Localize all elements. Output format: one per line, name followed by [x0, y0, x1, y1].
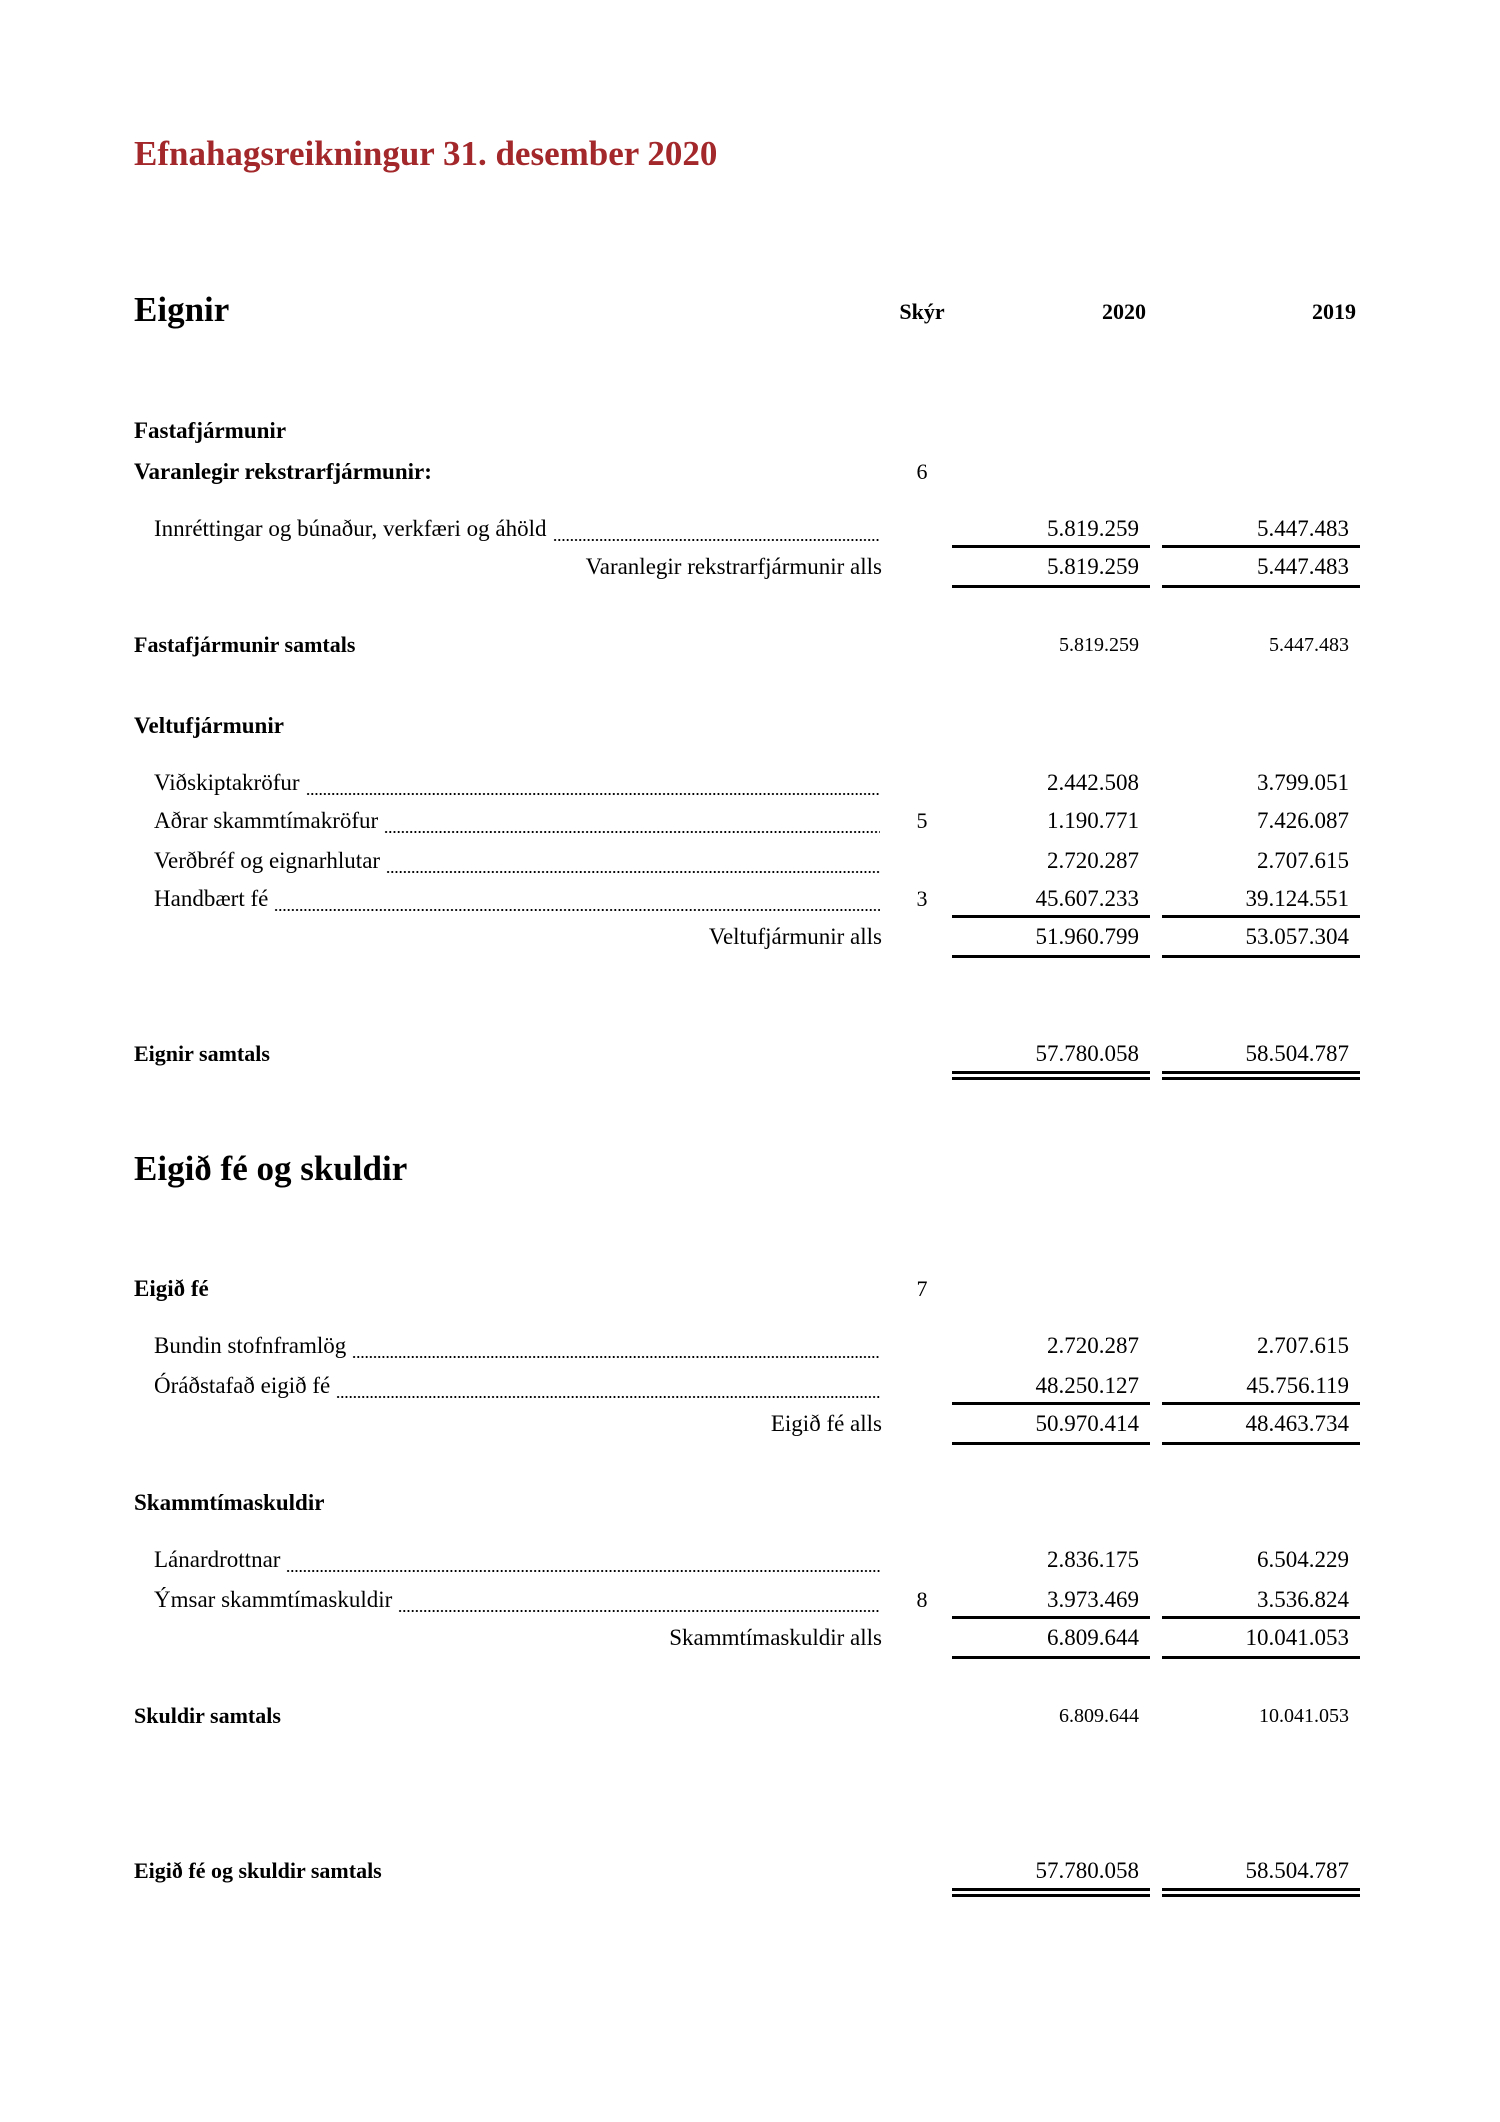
rule-above [952, 915, 1150, 918]
double-rule [1162, 1077, 1360, 1080]
row-label: Skammtímaskuldir alls [669, 1625, 882, 1650]
rule-below [952, 955, 1150, 958]
assets-heading: Eignir [134, 290, 230, 329]
line-item-label [154, 768, 880, 798]
section-heading-row [0, 711, 1500, 741]
label-text: Handbært fé [154, 886, 269, 911]
row-label: Eigið fé [134, 1276, 209, 1301]
grandtotal-row [0, 1856, 1500, 1886]
row-label: Veltufjármunir alls [708, 924, 882, 949]
value-2020: 48.250.127 [1035, 1373, 1139, 1398]
item-row [0, 806, 1500, 836]
item-row [0, 1585, 1500, 1615]
subtotal-row [0, 1409, 1500, 1439]
column-header-2020: 2020 [1102, 299, 1146, 324]
item-row [0, 514, 1500, 544]
value-2020: 2.720.287 [1047, 1333, 1139, 1358]
item-row [0, 1331, 1500, 1361]
value-2019: 5.447.483 [1257, 554, 1349, 579]
rule-above [1162, 1402, 1360, 1405]
row-label: Veltufjármunir [134, 713, 284, 738]
item-row [0, 846, 1500, 876]
line-item-label [154, 1545, 880, 1575]
value-2020: 5.819.259 [1047, 516, 1139, 541]
row-label: Fastafjármunir [134, 418, 287, 443]
rule-below [1162, 955, 1360, 958]
line-item-label [154, 884, 880, 914]
section-heading-row [0, 1274, 1500, 1304]
subtotal-row [0, 1623, 1500, 1653]
rule-above [1162, 545, 1360, 548]
value-2019: 3.799.051 [1257, 770, 1349, 795]
label-text: Aðrar skammtímakröfur [154, 808, 379, 833]
row-label: Skuldir samtals [134, 1703, 281, 1728]
subtotal-row [0, 552, 1500, 582]
value-2020: 2.836.175 [1047, 1547, 1139, 1572]
note-reference: 7 [916, 1276, 928, 1301]
value-2019: 7.426.087 [1257, 808, 1349, 833]
grandtotal-row [0, 1039, 1500, 1069]
value-2019: 10.041.053 [1259, 1705, 1349, 1727]
value-2019: 45.756.119 [1246, 1373, 1349, 1398]
value-2020: 5.819.259 [1059, 634, 1139, 656]
value-2020: 6.809.644 [1047, 1625, 1139, 1650]
value-2020: 2.442.508 [1047, 770, 1139, 795]
line-item-label [154, 806, 880, 836]
label-text: Viðskiptakröfur [154, 770, 300, 795]
rule-above [952, 1402, 1150, 1405]
double-rule [1162, 1888, 1360, 1891]
value-2020: 50.970.414 [1035, 1411, 1139, 1436]
note-reference: 8 [916, 1587, 928, 1612]
value-2020: 3.973.469 [1047, 1587, 1139, 1612]
double-rule [952, 1077, 1150, 1080]
dot-leader [553, 522, 880, 544]
row-label: Eigið fé og skuldir samtals [134, 1858, 382, 1883]
item-row [0, 1545, 1500, 1575]
label-text: Lánardrottnar [154, 1547, 281, 1572]
item-row [0, 768, 1500, 798]
column-header-2019: 2019 [1312, 299, 1356, 324]
row-label: Fastafjármunir samtals [134, 632, 356, 657]
label-text: Verðbréf og eignarhlutar [154, 848, 381, 873]
line-item-label [154, 1331, 880, 1361]
row-label: Varanlegir rekstrarfjármunir: [134, 459, 432, 484]
value-2019: 5.447.483 [1257, 516, 1349, 541]
value-2020: 2.720.287 [1047, 848, 1139, 873]
note-reference: 5 [916, 808, 928, 833]
value-2019: 6.504.229 [1257, 1547, 1349, 1572]
line-item-label [154, 514, 880, 544]
row-label: Varanlegir rekstrarfjármunir alls [585, 554, 882, 579]
double-rule [952, 1894, 1150, 1897]
rule-above [952, 545, 1150, 548]
item-row [0, 884, 1500, 914]
rule-above [1162, 1616, 1360, 1619]
note-reference: 6 [916, 459, 928, 484]
row-label: Skammtímaskuldir [134, 1490, 325, 1515]
value-2019: 2.707.615 [1257, 848, 1349, 873]
label-text: Bundin stofnframlög [154, 1333, 347, 1358]
section-heading-row [0, 416, 1500, 446]
dot-leader [306, 776, 880, 798]
value-2020: 5.819.259 [1047, 554, 1139, 579]
dot-leader [398, 1593, 880, 1615]
rule-below [952, 1442, 1150, 1445]
total-small-row [0, 630, 1500, 660]
double-rule [952, 1071, 1150, 1074]
value-2020: 45.607.233 [1035, 886, 1139, 911]
section-heading-row [0, 457, 1500, 487]
double-rule [1162, 1071, 1360, 1074]
line-item-label [154, 846, 880, 876]
value-2019: 53.057.304 [1245, 924, 1349, 949]
row-label: Eignir samtals [134, 1041, 270, 1066]
double-rule [952, 1888, 1150, 1891]
note-reference: 3 [916, 886, 928, 911]
rule-above [1162, 915, 1360, 918]
rule-below [952, 585, 1150, 588]
page-title: Efnahagsreikningur 31. desember 2020 [134, 134, 718, 173]
column-header-note: Skýr [899, 299, 945, 324]
item-row [0, 1371, 1500, 1401]
dot-leader [336, 1379, 880, 1401]
value-2020: 6.809.644 [1059, 1705, 1139, 1727]
equity-liabilities-heading: Eigið fé og skuldir [134, 1149, 408, 1188]
rule-below [952, 1656, 1150, 1659]
dot-leader [352, 1339, 880, 1361]
value-2019: 5.447.483 [1269, 634, 1349, 656]
section-heading-row [0, 1488, 1500, 1518]
value-2019: 58.504.787 [1245, 1858, 1349, 1883]
label-text: Ýmsar skammtímaskuldir [154, 1587, 393, 1612]
dot-leader [274, 892, 880, 914]
value-2020: 1.190.771 [1047, 808, 1139, 833]
double-rule [1162, 1894, 1360, 1897]
value-2020: 51.960.799 [1035, 924, 1139, 949]
dot-leader [286, 1553, 880, 1575]
subtotal-row [0, 922, 1500, 952]
value-2019: 39.124.551 [1245, 886, 1349, 911]
rule-above [952, 1616, 1150, 1619]
line-item-label [154, 1585, 880, 1615]
value-2019: 58.504.787 [1245, 1041, 1349, 1066]
dot-leader [386, 854, 880, 876]
value-2020: 57.780.058 [1035, 1041, 1139, 1066]
line-item-label [154, 1371, 880, 1401]
rule-below [1162, 1656, 1360, 1659]
label-text: Innréttingar og búnaður, verkfæri og áhöld [154, 516, 547, 541]
rule-below [1162, 585, 1360, 588]
dot-leader [384, 814, 880, 836]
rule-below [1162, 1442, 1360, 1445]
row-label: Eigið fé alls [770, 1411, 882, 1436]
value-2019: 48.463.734 [1245, 1411, 1349, 1436]
total-small-row [0, 1701, 1500, 1731]
value-2019: 3.536.824 [1257, 1587, 1349, 1612]
value-2019: 2.707.615 [1257, 1333, 1349, 1358]
label-text: Óráðstafað eigið fé [154, 1373, 331, 1398]
value-2020: 57.780.058 [1035, 1858, 1139, 1883]
value-2019: 10.041.053 [1245, 1625, 1349, 1650]
